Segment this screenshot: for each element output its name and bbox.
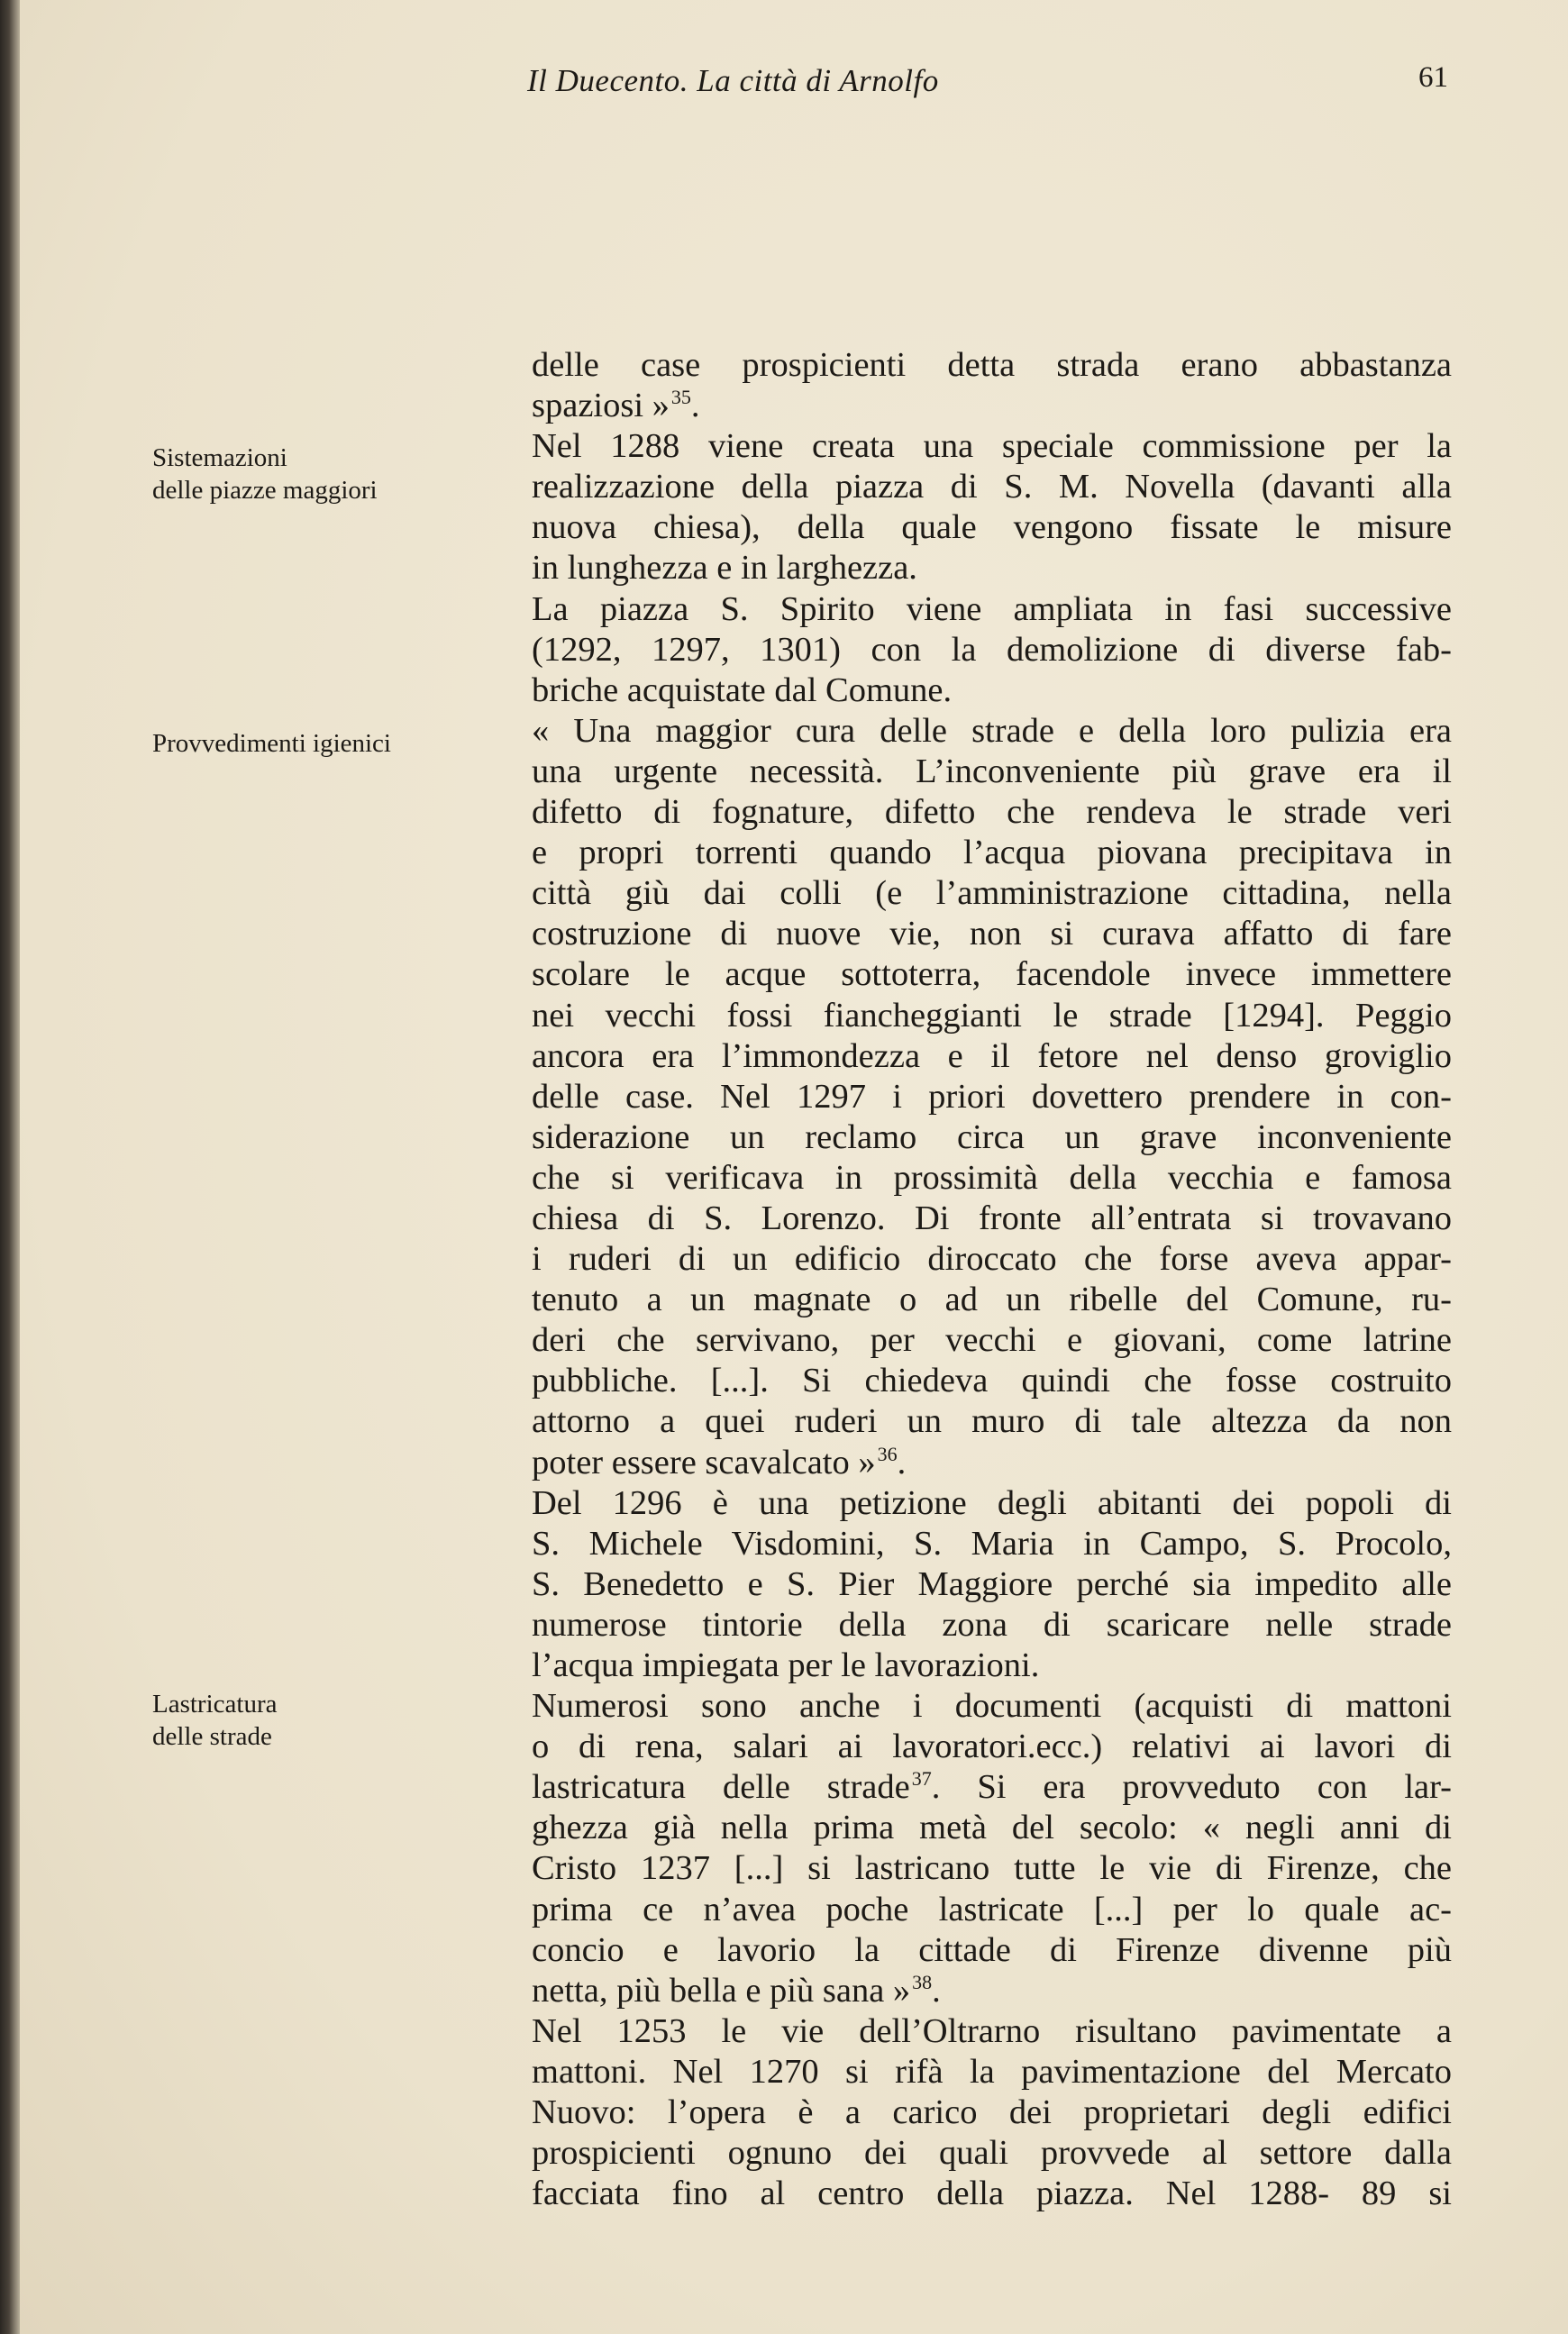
text-line-content: in lunghezza e in larghezza. [532, 549, 917, 588]
book-binding-edge [0, 0, 20, 2334]
footnote-reference: 36 [877, 1442, 898, 1465]
marginal-note-line: Sistemazioni [152, 443, 287, 472]
text-line-content: facciata fino al centro della piazza. Nel 1288- 89 si [532, 2174, 1452, 2213]
marginal-note-igienici [152, 727, 495, 760]
marginal-note-line: delle piazze maggiori [152, 476, 378, 505]
text-line-content: nei vecchi fossi fiancheggianti le strade [1294]. Peggio [532, 996, 1452, 1035]
text-line-content: città giù dai colli (e l’amministrazione cittadina, nella [532, 874, 1452, 913]
text-line-continuation: . [897, 1443, 907, 1482]
text-line [532, 507, 1452, 548]
text-line-content: spaziosi » [532, 387, 670, 425]
text-line-content: che si verificava in prossimità della vecchia e famosa [532, 1158, 1452, 1197]
text-line [532, 1767, 1452, 1808]
text-line-continuation: . Si era provveduto con lar- [931, 1768, 1452, 1807]
text-line [532, 1808, 1452, 1848]
text-line-content: ghezza già nella prima metà del secolo: « negli anni di [532, 1809, 1452, 1847]
text-line [532, 1239, 1452, 1280]
text-line-continuation: . [690, 387, 700, 425]
text-line [532, 1524, 1452, 1564]
text-line [532, 467, 1452, 507]
text-line-content: « Una maggior cura delle strade e della loro pulizia era [532, 711, 1452, 750]
text-line [532, 2011, 1452, 2052]
text-line-content: e propri torrenti quando l’acqua piovana precipitava in [532, 834, 1452, 872]
text-line [532, 589, 1452, 630]
text-line [532, 1727, 1452, 1767]
text-line-content: realizzazione della piazza di S. M. Novella (davanti alla [532, 468, 1452, 506]
text-line-content: netta, più bella e più sana » [532, 1971, 911, 2010]
marginal-note-line: Lastricatura [152, 1690, 278, 1719]
text-line [532, 1605, 1452, 1646]
footnote-reference: 37 [911, 1767, 932, 1791]
text-line [532, 1443, 1452, 1483]
text-line [532, 792, 1452, 833]
text-line [532, 1280, 1452, 1320]
footnote-reference: 35 [670, 386, 691, 409]
book-page [20, 0, 1568, 2334]
text-line [532, 1158, 1452, 1199]
text-line-content: prospicienti ognuno dei quali provvede al settore dalla [532, 2134, 1452, 2173]
text-line-content: scolare le acque sottoterra, facendole invece immettere [532, 955, 1452, 994]
text-line-content: difetto di fognature, difetto che rendeva le strade veri [532, 793, 1452, 832]
text-line-content: chiesa di S. Lorenzo. Di fronte all’entrata si trovavano [532, 1199, 1452, 1237]
text-line [532, 548, 1452, 588]
text-line-content: Del 1296 è una petizione degli abitanti dei popoli di [532, 1483, 1452, 1522]
text-line [532, 1320, 1452, 1361]
text-line-continuation: . [932, 1971, 941, 2010]
text-line [532, 630, 1452, 670]
text-line-content: delle case prospicienti detta strada erano abbastanza [532, 346, 1452, 384]
text-line [532, 2092, 1452, 2133]
text-line [532, 1199, 1452, 1239]
text-line-content: l’acqua impiegata per le lavorazioni. [532, 1646, 1040, 1684]
text-line-content: attorno a quei ruderi un muro di tale altezza da non [532, 1402, 1452, 1441]
text-line-content: numerose tintorie della zona di scaricare nelle strade [532, 1605, 1452, 1644]
text-line-content: pubbliche. [...]. Si chiedeva quindi che fosse costruito [532, 1362, 1452, 1400]
text-line [532, 1890, 1452, 1930]
text-line-content: Numerosi sono anche i documenti (acquisti di mattoni [532, 1687, 1452, 1726]
text-line [532, 1036, 1452, 1077]
text-line-content: Cristo 1237 [...] si lastricano tutte le vie di Firenze, che [532, 1849, 1452, 1888]
text-line [532, 2174, 1452, 2214]
text-line-content: mattoni. Nel 1270 si rifà la pavimentazione del Mercato [532, 2052, 1452, 2091]
text-line [532, 1564, 1452, 1605]
text-line [532, 1077, 1452, 1117]
text-line-content: delle case. Nel 1297 i priori dovettero prendere in con- [532, 1077, 1452, 1116]
text-line [532, 873, 1452, 914]
text-line [532, 1848, 1452, 1889]
text-line [532, 670, 1452, 711]
text-line-content: costruzione di nuove vie, non si curava affatto di fare [532, 915, 1452, 953]
text-line-content: Nel 1288 viene creata una speciale commissione per la [532, 427, 1452, 466]
page-number: 61 [1418, 61, 1448, 94]
text-line [532, 914, 1452, 954]
text-line [532, 711, 1452, 752]
text-line-content: una urgente necessità. L’inconveniente più grave era il [532, 752, 1452, 790]
text-line-content: Nuovo: l’opera è a carico dei proprietari degli edifici [532, 2093, 1452, 2132]
text-line [532, 2052, 1452, 2092]
text-line-content: lastricatura delle strade [532, 1768, 910, 1807]
text-line-content: siderazione un reclamo circa un grave inconveniente [532, 1117, 1452, 1156]
text-line [532, 752, 1452, 792]
marginal-note-lastricatura [152, 1688, 495, 1753]
text-line-content: concio e lavorio la cittade di Firenze divenne più [532, 1930, 1452, 1969]
text-line [532, 345, 1452, 386]
text-line-content: S. Michele Visdomini, S. Maria in Campo, S. Procolo, [532, 1524, 1452, 1563]
text-line-content: Nel 1253 le vie dell’Oltrarno risultano pavimentate a [532, 2011, 1452, 2050]
text-line-content: (1292, 1297, 1301) con la demolizione di diverse fab- [532, 630, 1452, 669]
footnote-reference: 38 [912, 1970, 933, 1993]
text-line [532, 1971, 1452, 2011]
text-line [532, 2133, 1452, 2174]
body-text [532, 345, 1452, 2214]
text-line-content: nuova chiesa), della quale vengono fissate le misure [532, 508, 1452, 547]
text-line-content: S. Benedetto e S. Pier Maggiore perché sia impedito alle [532, 1564, 1452, 1603]
text-line-content: deri che servivano, per vecchi e giovani, come latrine [532, 1321, 1452, 1360]
text-line [532, 1361, 1452, 1401]
running-head: Il Duecento. La città di Arnolfo [527, 63, 939, 98]
text-line-content: prima ce n’avea poche lastricate [...] per lo quale ac- [532, 1890, 1452, 1928]
text-line [532, 1401, 1452, 1442]
text-line [532, 996, 1452, 1036]
text-line [532, 1646, 1452, 1686]
marginal-note-line: Provvedimenti igienici [152, 729, 391, 758]
text-line [532, 1483, 1452, 1524]
text-line [532, 1686, 1452, 1727]
text-line-content: tenuto a un magnate o ad un ribelle del Comune, ru- [532, 1281, 1452, 1319]
text-line-content: o di rena, salari ai lavoratori.ecc.) relativi ai lavori di [532, 1728, 1452, 1766]
text-line-content: briche acquistate dal Comune. [532, 670, 953, 709]
text-line [532, 426, 1452, 467]
text-line-content: La piazza S. Spirito viene ampliata in fasi successive [532, 589, 1452, 628]
text-line [532, 1930, 1452, 1971]
text-line [532, 386, 1452, 426]
text-line [532, 1117, 1452, 1158]
text-line-content: i ruderi di un edificio diroccato che forse aveva appar- [532, 1240, 1452, 1279]
marginal-note-line: delle strade [152, 1722, 272, 1751]
text-line [532, 954, 1452, 995]
text-line-content: ancora era l’immondezza e il fetore nel denso groviglio [532, 1036, 1452, 1075]
marginal-note-piazze [152, 442, 495, 506]
text-line [532, 833, 1452, 873]
text-line-content: poter essere scavalcato » [532, 1443, 876, 1482]
